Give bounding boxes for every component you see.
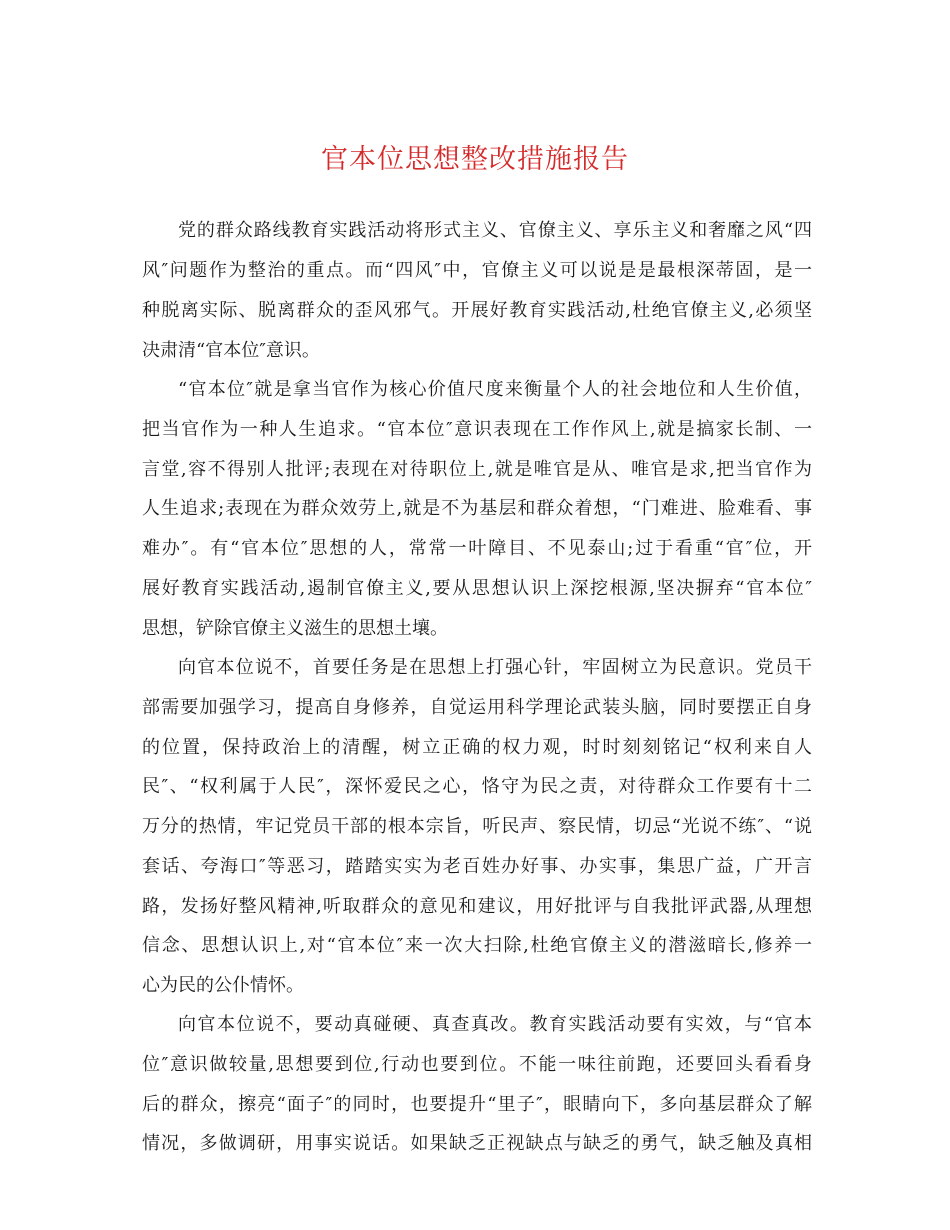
paragraph-line: 言堂,容不得别人批评;表现在对待职位上,就是唯官是从、唯官是求,把当官作为 [142,459,812,480]
paragraph-line: 路，发扬好整风精神,听取群众的意见和建议，用好批评与自我批评武器,从理想 [142,896,812,917]
paragraph-line: 思想，铲除官僚主义滋生的思想土壤。 [142,618,448,639]
paragraph-line: 情况，多做调研，用事实说话。如果缺乏正视缺点与缺乏的勇气，缺乏触及真相 [142,1133,812,1154]
paragraph-line: 展好教育实践活动,遏制官僚主义,要从思想认识上深挖根源,坚决摒弃“官本位″ [142,578,812,599]
paragraph-line: 风″问题作为整治的重点。而“四风″中，官僚主义可以说是是最根深蒂固，是一 [142,260,812,281]
paragraph-line: 向官本位说不，首要任务是在思想上打强心针，牢固树立为民意识。党员干 [178,657,812,678]
paragraph-line: 把当官作为一种人生追求。“官本位″意识表现在工作作风上,就是搞家长制、一 [142,419,812,440]
document-title: 官本位思想整改措施报告 [321,144,629,175]
paragraph-line: 种脱离实际、脱离群众的歪风邪气。开展好教育实践活动,杜绝官僚主义,必须坚 [142,300,812,321]
paragraph-line: 信念、思想认识上,对“官本位″来一次大扫除,杜绝官僚主义的潜滋暗长,修养一 [142,935,812,956]
paragraph-line: 向官本位说不，要动真碰硬、真查真改。教育实践活动要有实效，与“官本 [178,1014,812,1035]
paragraph-line: 的位置，保持政治上的清醒，树立正确的权力观，时时刻刻铭记“权利来自人 [142,737,812,758]
paragraph-line: 人生追求;表现在为群众效劳上,就是不为基层和群众着想，“门难进、脸难看、事 [142,498,812,519]
paragraph-line: 套话、夸海口″等恶习，踏踏实实为老百姓办好事、办实事，集思广益，广开言 [142,856,812,877]
paragraph-line: 部需要加强学习，提高自身修养，自觉运用科学理论武装头脑，同时要摆正自身 [142,697,812,718]
paragraph-line: “官本位″就是拿当官作为核心价值尺度来衡量个人的社会地位和人生价值， [178,379,812,400]
paragraph-line: 难办″。有“官本位″思想的人，常常一叶障目、不见泰山;过于看重“官″位，开 [142,538,812,559]
paragraph-line: 决肃清“官本位″意识。 [142,340,320,361]
paragraph-line: 万分的热情，牢记党员干部的根本宗旨，听民声、察民情，切忌“光说不练″、“说 [142,816,812,837]
paragraph-line: 心为民的公仆情怀。 [142,975,304,996]
paragraph-line: 后的群众，擦亮“面子″的同时，也要提升“里子″，眼睛向下，多向基层群众了解 [142,1094,812,1115]
paragraph-line: 党的群众路线教育实践活动将形式主义、官僚主义、享乐主义和奢靡之风“四 [178,220,812,241]
paragraph-line: 民″、“权利属于人民″，深怀爱民之心，恪守为民之责，对待群众工作要有十二 [142,776,812,797]
paragraph-line: 位″意识做较量,思想要到位,行动也要到位。不能一味往前跑，还要回头看看身 [142,1054,812,1075]
